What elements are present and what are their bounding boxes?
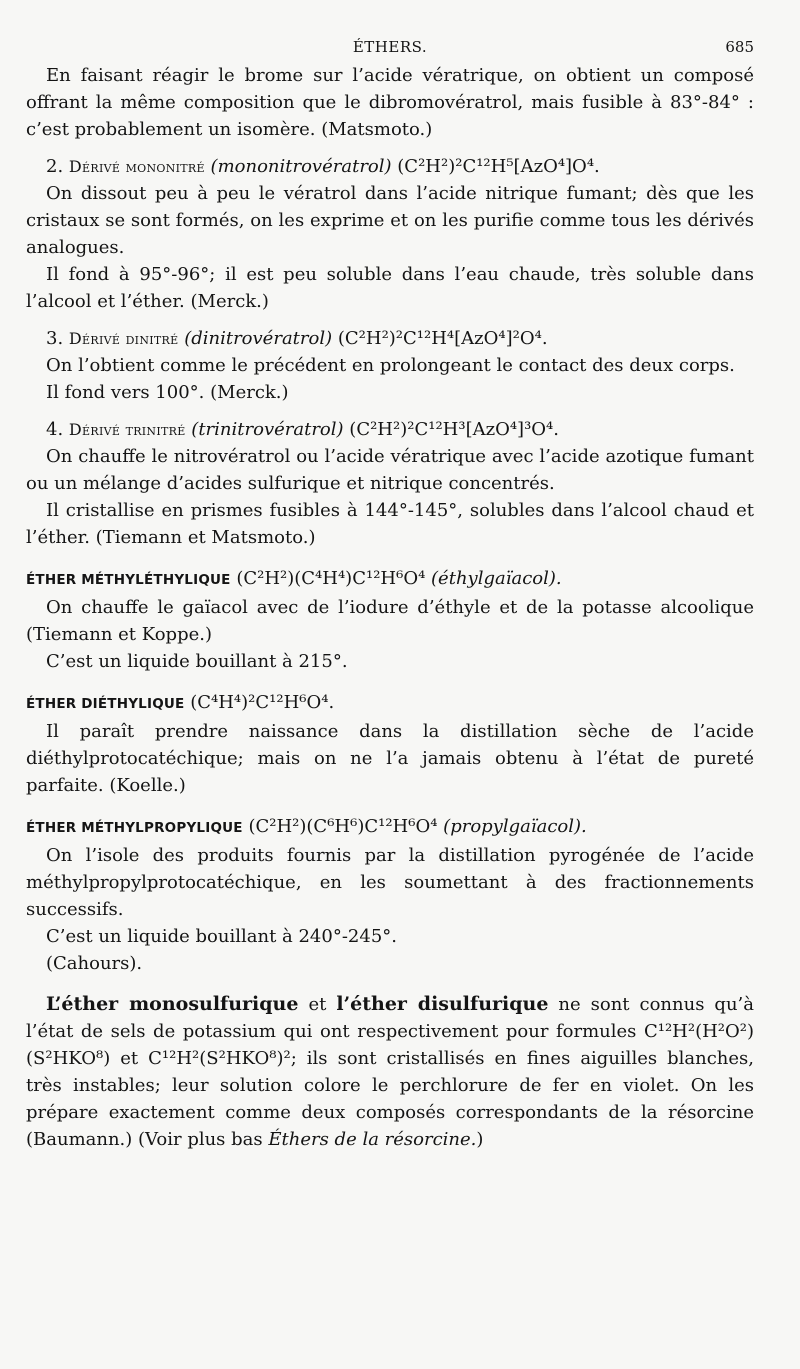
compound-name: (éthylgaïacol). xyxy=(431,568,562,589)
chemical-formula: (C²H²)(C⁶H⁶)C¹²H⁶O⁴ xyxy=(248,816,438,837)
compound-heading-diethylique xyxy=(26,689,754,718)
paragraph: Il cristallise en prismes fusibles à 144°-145°, solubles dans l’alcool chaud et l’éther. (Tiemann et Matsmoto.) xyxy=(26,500,754,548)
body-text: ne sont connus qu’à l’état de sels de potassium qui ont respectivement pour formules C¹²H²(H²O²)(S²HKO⁸) et C¹²H²(S²HKO⁸)²; ils sont cristallisés en fines aiguilles blanches, très instables; leur solution colore le perchlorure de fer en violet. On les prépare exactement comme deux composés correspondants de la résorcine (Baumann.) (Voir plus bas xyxy=(26,994,754,1150)
paragraph: On chauffe le nitrovératrol ou l’acide vératrique avec l’acide azotique fumant ou un mélange d’acides sulfurique et nitrique concentrés. xyxy=(26,446,754,494)
connector-text: et xyxy=(298,994,337,1015)
compound-label: ÉTHER DIÉTHYLIQUE xyxy=(26,696,185,712)
chemical-formula: (C²H²)²C¹²H⁴[AzO⁴]²O⁴. xyxy=(337,328,548,349)
chemical-formula: (C⁴H⁴)²C¹²H⁶O⁴. xyxy=(190,692,335,713)
chemical-formula: (C²H²)(C⁴H⁴)C¹²H⁶O⁴ xyxy=(236,568,426,589)
section-heading-dinitre xyxy=(26,325,754,352)
compound-name: (propylgaïacol). xyxy=(443,816,587,837)
paragraph: On l’obtient comme le précédent en prolongeant le contact des deux corps. xyxy=(46,355,735,376)
section-name: (mononitrovératrol) xyxy=(210,156,392,177)
section-heading-trinitre xyxy=(26,416,754,443)
paragraph: Il fond vers 100°. (Merck.) xyxy=(46,382,289,403)
paragraph-sulfuric-ethers xyxy=(26,991,754,1153)
page-number: 685 xyxy=(725,38,754,56)
document-page xyxy=(26,34,754,1153)
running-head xyxy=(26,34,754,62)
chemical-formula: (C²H²)²C¹²H³[AzO⁴]³O⁴. xyxy=(349,419,559,440)
section-number: 4. xyxy=(46,419,64,440)
paragraph: On dissout peu à peu le vératrol dans l’acide nitrique fumant; dès que les cristaux se sont formés, on les exprime et on les purifie comme tous les dérivés analogues. xyxy=(26,183,754,258)
bold-term: L’éther monosulfurique xyxy=(46,993,299,1015)
section-name: (dinitrovératrol) xyxy=(184,328,333,349)
closing-text: ) xyxy=(476,1129,484,1150)
paragraph: Il paraît prendre naissance dans la distillation sèche de l’acide diéthylprotocatéchique; mais on ne l’a jamais obtenu à l’état de pureté parfaite. (Koelle.) xyxy=(26,721,754,796)
section-heading-mononitre xyxy=(26,153,754,180)
paragraph: On l’isole des produits fournis par la distillation pyrogénée de l’acide méthylpropylprotocatéchique, en les soumettant à des fractionnements successifs. xyxy=(26,845,754,920)
section-number: 2. xyxy=(46,156,64,177)
compound-label: ÉTHER MÉTHYLPROPYLIQUE xyxy=(26,820,243,836)
paragraph: (Cahours). xyxy=(46,953,143,974)
section-label: Dérivé dinitré xyxy=(68,329,179,348)
paragraph: En faisant réagir le brome sur l’acide vératrique, on obtient un composé offrant la même composition que le dibromovératrol, mais fusible à 83°-84° : c’est probablement un isomère. (Matsmoto.) xyxy=(26,65,754,140)
running-title: ÉTHERS. xyxy=(352,38,428,56)
paragraph: On chauffe le gaïacol avec de l’iodure d’éthyle et de la potasse alcoolique (Tiemann et Koppe.) xyxy=(26,597,754,645)
section-name: (trinitrovératrol) xyxy=(191,419,344,440)
paragraph: Il fond à 95°-96°; il est peu soluble dans l’eau chaude, très soluble dans l’alcool et l’éther. (Merck.) xyxy=(26,264,754,312)
chemical-formula: (C²H²)²C¹²H⁵[AzO⁴]O⁴. xyxy=(397,156,600,177)
paragraph: C’est un liquide bouillant à 240°-245°. xyxy=(46,926,397,947)
paragraph: C’est un liquide bouillant à 215°. xyxy=(46,651,348,672)
cross-reference: Éthers de la résorcine. xyxy=(268,1129,477,1150)
section-label: Dérivé trinitré xyxy=(68,420,186,439)
compound-heading-methylpropylique xyxy=(26,813,754,842)
section-number: 3. xyxy=(46,328,64,349)
compound-heading-methylethylique xyxy=(26,565,754,594)
section-label: Dérivé mononitré xyxy=(68,157,205,176)
bold-term: l’éther disulfurique xyxy=(336,993,549,1015)
compound-label: ÉTHER MÉTHYLÉTHYLIQUE xyxy=(26,572,231,588)
